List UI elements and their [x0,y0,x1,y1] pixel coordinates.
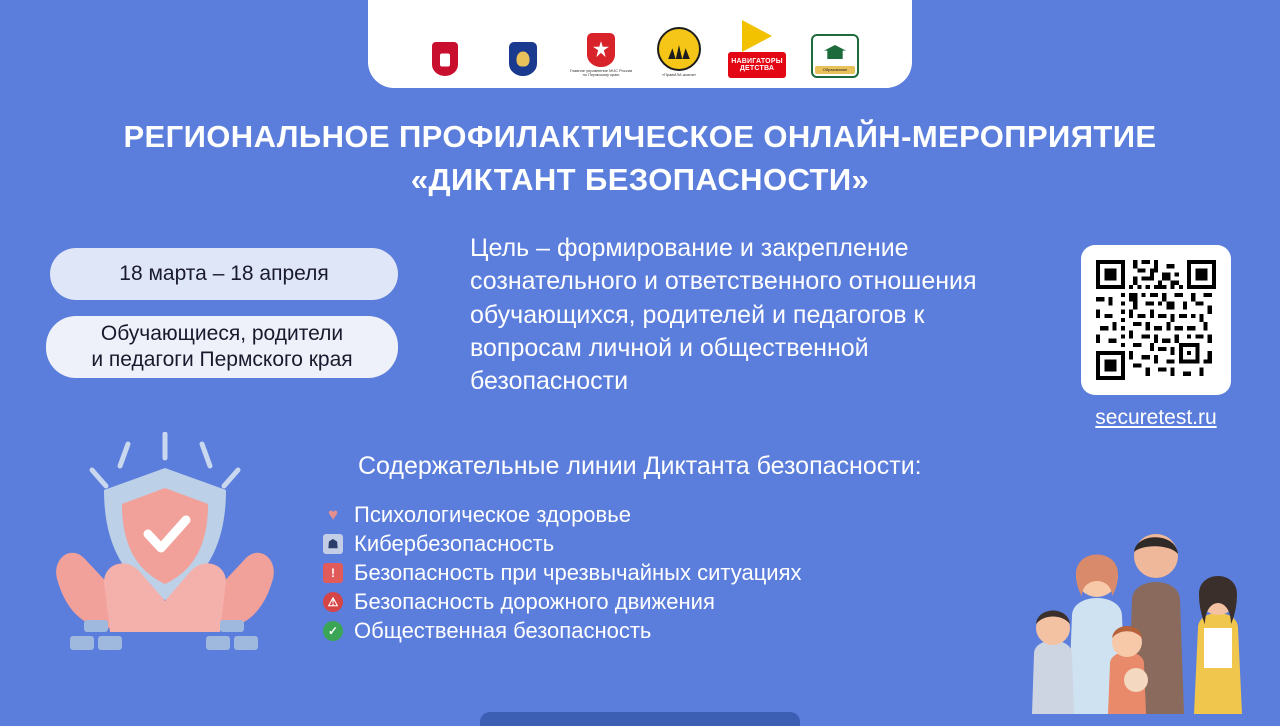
title-line-2: «ДИКТАНТ БЕЗОПАСНОСТИ» [410,162,870,198]
list-item [322,500,982,529]
mchs-emblem-icon [587,33,615,67]
audience-line-2: и педагоги Пермского края [91,348,353,371]
logo-coat-of-arms-perm-krai [413,16,477,78]
road-warning-icon: ⚠ [322,591,344,613]
daughter-figure [1194,576,1242,714]
logo-ministry-of-education [491,16,555,78]
dates-pill: 18 марта – 18 апреля [50,248,398,300]
list-item [322,616,982,645]
list-item-label: Безопасность дорожного движения [354,588,715,614]
lines-heading: Содержательные линии Диктанта безопасности: [358,452,922,480]
logo-school-education [803,16,867,78]
family-group-illustration [1012,504,1272,714]
heart-pulse-icon: ♥ [327,505,339,524]
page-title [0,118,1280,198]
logo-pravila-zhizni [647,16,711,78]
goal-text: Цель – формирование и закрепление сознательного и ответственного отношения обучающихся, родителей и педагогов к вопросам личной и общественной безопасности [470,234,977,395]
emergency-alert-icon: ! [322,562,344,584]
bottom-progress-bar [480,712,800,726]
list-item [322,558,982,587]
pravila-zhizni-icon [657,27,701,71]
list-item-label: Безопасность при чрезвычайных ситуациях [354,559,802,585]
logo-caption: «ПравИЛА жизни» [661,73,697,78]
cyber-lock-icon: ☗ [322,533,344,555]
list-item [322,529,982,558]
son-figure [1032,611,1074,715]
hands-holding-shield-illustration [40,432,290,662]
audience-pill [46,316,398,378]
list-item [322,587,982,616]
school-ribbon-label: Образование [815,66,855,74]
qr-code-icon [1096,260,1216,380]
logo-navigators-of-childhood [725,16,789,78]
list-item-label: Общественная безопасность [354,617,652,643]
audience-line-1: Обучающиеся, родители [100,321,344,345]
title-line-1: РЕГИОНАЛЬНОЕ ПРОФИЛАКТИЧЕСКОЕ ОНЛАЙН-МЕРОПРИЯТИЕ [123,119,1157,154]
ministry-of-education-icon [509,42,537,76]
list-item-label: Психологическое здоровье [354,501,631,527]
navigators-flag-icon [742,20,772,52]
content-lines-list [322,500,982,645]
coat-of-arms-perm-krai-icon [432,42,458,76]
list-item-label: Кибербезопасность [354,530,555,556]
qr-code-card[interactable] [1081,245,1231,395]
logo-bar [368,0,912,88]
logo-caption: Главное управление МЧС России по Пермскому краю [569,68,633,78]
navigators-badge-label: НАВИГАТОРЫ ДЕТСТВА [728,52,786,78]
logo-mchs [569,16,633,78]
school-education-icon [811,34,859,78]
qr-link-label[interactable]: securetest.ru [1095,406,1217,429]
public-safety-check-icon: ✓ [322,620,344,642]
